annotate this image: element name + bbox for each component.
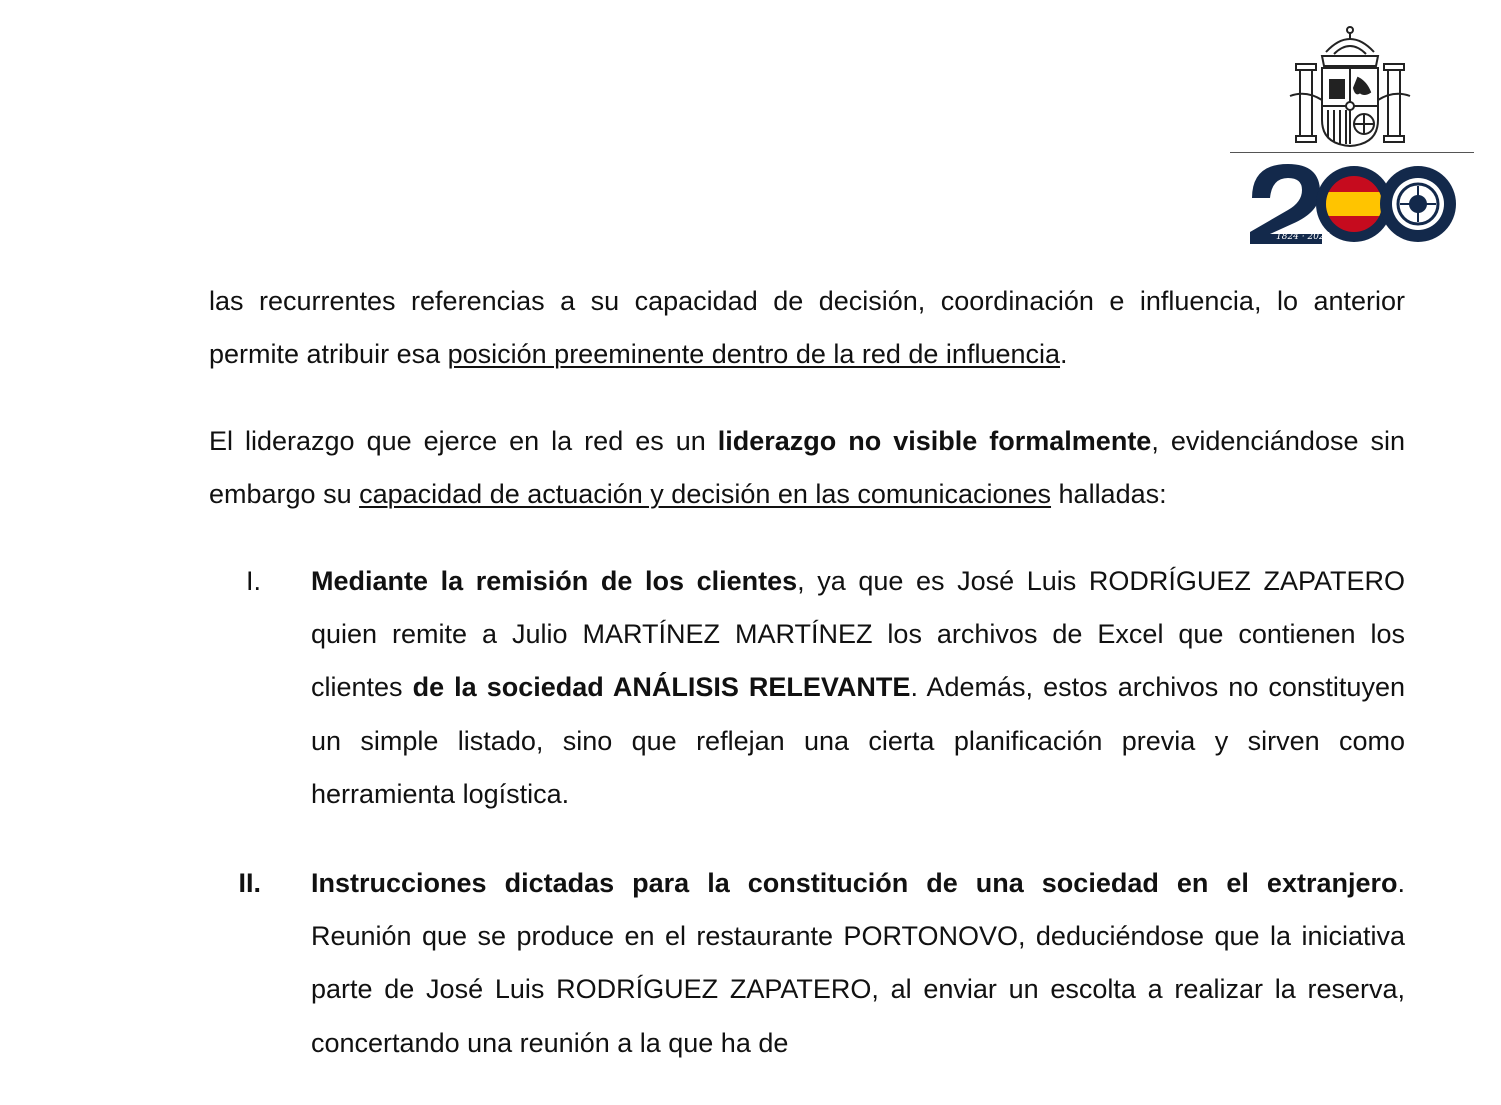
bold-text: liderazgo no visible formalmente [717, 425, 1152, 456]
bold-text: de la sociedad ANÁLISIS RELEVANTE [412, 672, 911, 703]
paragraph-text: , evidenciándose sin embargo su [209, 425, 1405, 510]
bold-text: Mediante la remisión de los clientes [311, 565, 798, 596]
paragraph-text: halladas: [1051, 479, 1167, 510]
list-item-text: . Además, estos archivos no constituyen un simple listado, sino que reflejan una cierta planificación previa y sirven como herramienta logística. [311, 672, 1405, 810]
paragraph [209, 415, 1405, 522]
underlined-text: posición preeminente dentro de la red de influencia [447, 339, 1061, 370]
list-number: II. [238, 867, 261, 898]
underlined-text: capacidad de actuación y decisión en las comunicaciones [359, 479, 1052, 510]
header-divider [1230, 152, 1474, 153]
header-logo [1230, 20, 1475, 250]
list-number: I. [245, 565, 261, 596]
list-item [209, 555, 1405, 822]
list-item-text: . Reunión que se produce en el restaurante PORTONOVO, deduciéndose que la iniciativa parte de José Luis RODRÍGUEZ ZAPATERO, al enviar un escolta a realizar la reserva, concertando una reunión a la que ha de [311, 867, 1405, 1058]
paragraph [209, 275, 1405, 382]
document-body [209, 275, 1405, 1105]
paragraph-text: . [1060, 339, 1068, 370]
coat-of-arms-icon [1230, 20, 1475, 250]
paragraph-text: las recurrentes referencias a su capacidad de decisión, coordinación e influencia, lo anterior permite atribuir esa [209, 286, 1405, 370]
paragraph-text: El liderazgo que ejerce en la red es un [209, 425, 718, 456]
list-item-text: , ya que es José Luis RODRÍGUEZ ZAPATERO quien remite a Julio MARTÍNEZ MARTÍNEZ los archivos de Excel que contienen los clientes [311, 565, 1405, 703]
list-item [209, 857, 1405, 1071]
bold-text: Instrucciones dictadas para la constitución de una sociedad en el extranjero [311, 867, 1398, 898]
svg-text:1824 · 2024: 1824 · 2024 [1276, 232, 1331, 242]
